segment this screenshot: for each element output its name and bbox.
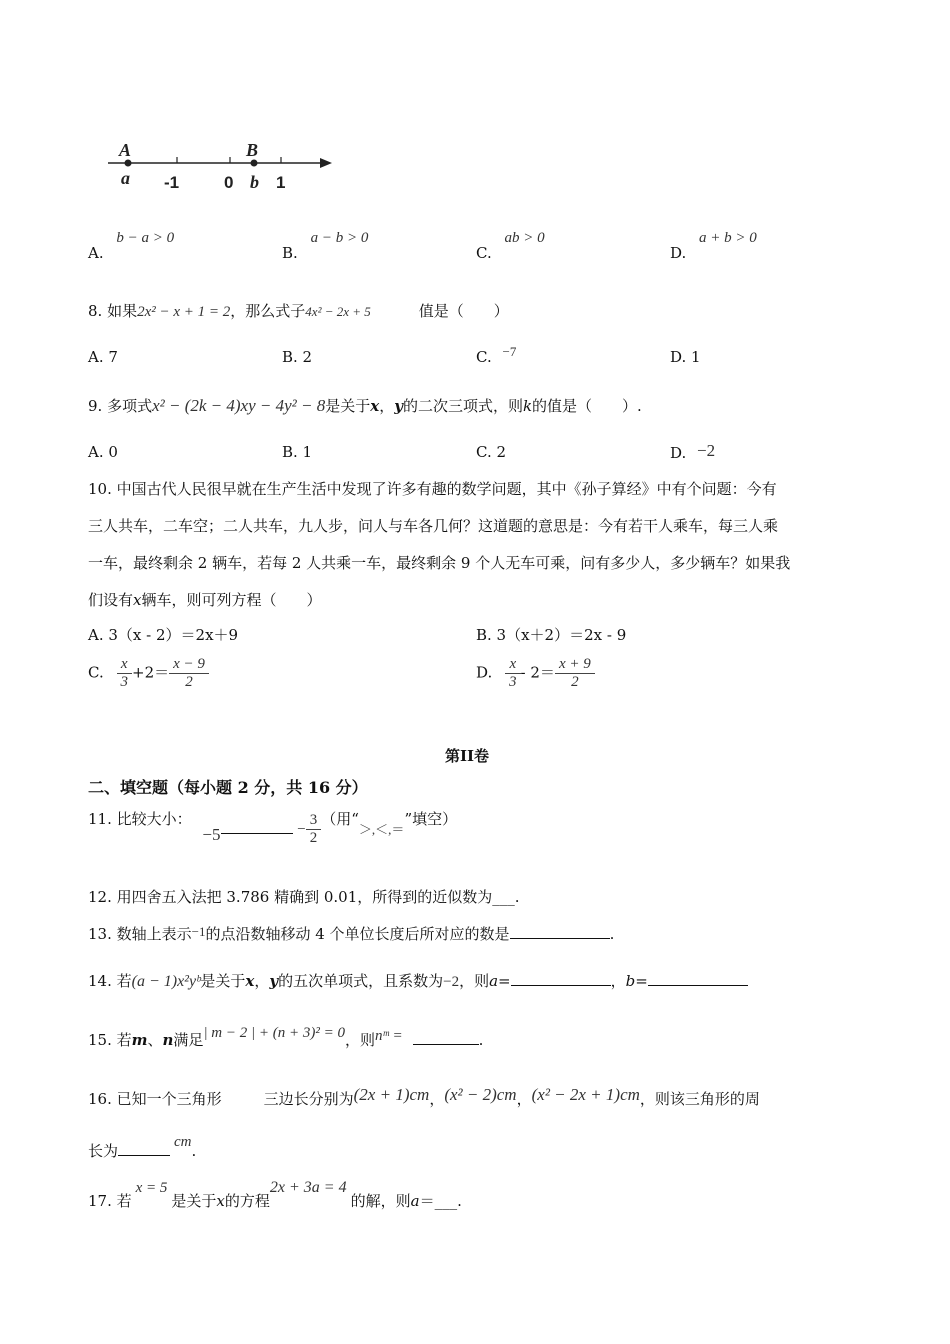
q10-d-den2: 2 [571,674,579,690]
q17-suffix: 的解，则 [350,1192,411,1210]
q14-expression: (a − 1)x²yᵇ [131,973,201,990]
q7-option-d[interactable] [670,228,757,262]
q10-option-d-frac1 [505,656,521,691]
q14-var-a: a [489,972,499,990]
label-B: B [246,140,259,160]
q8-suffix: 值是（ ） [418,302,509,320]
q15-expression: | m − 2 | + (n + 3)² = 0 [203,1025,345,1041]
q9-option-d[interactable] [670,443,715,463]
q14-mid1: 是关于 [200,972,246,990]
q7-option-c-label: C. [476,244,492,262]
q10-d-den1: 3 [509,674,517,690]
q10-c-num1: x [117,656,133,674]
q10-option-a[interactable]: A. 3（x - 2）＝2x＋9 [88,626,239,644]
q7-option-a[interactable] [88,228,175,262]
q10-option-c-frac1 [117,656,133,691]
q14-coefficient: −2 [443,974,460,990]
q9-option-c[interactable]: C. 2 [476,443,507,461]
q10-line-4 [88,589,322,610]
question-16 [88,1085,760,1109]
q16-c2: ， [516,1090,532,1108]
q10-line-1: 10. 中国古代人民很早就在生产生活中发现了许多有趣的数学问题，其中《孙子算经》中有个问题：今有 [88,480,777,498]
number-line-figure [100,138,340,196]
q9-option-d-value: −2 [697,441,716,460]
q8-option-a[interactable]: A. 7 [88,348,118,366]
q14-blank-a[interactable] [511,971,611,986]
label-A: A [119,140,132,160]
q9-prefix: 9. 多项式 [88,397,153,415]
q17-end: ＝___. [419,1192,462,1210]
q10-c-den2: 2 [185,674,193,690]
q15-var-n: n [162,1031,174,1049]
q8-expression: 4x² − 2x + 5 [305,304,371,319]
q8-mid: ，那么式子 [230,302,306,320]
q11-hint-a: （用“ [321,809,359,828]
question-8 [88,300,509,321]
label-neg1: -1 [164,173,180,192]
q16-suffix: ，则该三角形的周 [639,1090,760,1108]
q7-option-c-expr: ab > 0 [504,230,545,246]
q17-mid: 是关于 [171,1192,217,1210]
question-17 [88,1179,462,1211]
q10-option-c-label: C. [88,663,104,682]
q7-option-a-label: A. [88,244,104,262]
q14-blank-b[interactable] [648,971,748,986]
q9-option-a[interactable]: A. 0 [88,443,118,461]
q7-option-a-expr: b − a > 0 [116,230,175,246]
q16-line2-a: 长为 [88,1142,119,1160]
q10-var-x: x [133,591,142,609]
q17-var-a: a [410,1192,420,1210]
q10-option-d-mid: - 2＝ [520,663,555,682]
q17-prefix: 17. 若 [88,1192,132,1210]
q15-dun: 、 [147,1031,163,1049]
q9-option-d-label: D. [670,444,687,462]
q15-end: . [478,1031,484,1049]
q16-side2: (x² − 2)cm [444,1085,517,1104]
section-heading: 二、填空题（每小题 2 分，共 16 分） [88,778,368,797]
q8-option-c-value: −7 [502,344,517,359]
q10-line-3: 一车，最终剩余 2 辆车，若每 2 人共乘一车，最终剩余 9 个人无车可乘，问有多少人，多少辆车？如果我 [88,554,791,572]
question-16-line2 [88,1134,197,1161]
q17-equation: 2x + 3a = 4 [269,1179,347,1196]
q10-d-num2: x + 9 [555,656,595,674]
q7-option-b-expr: a − b > 0 [310,230,369,246]
q8-option-b[interactable]: B. 2 [282,348,313,366]
q13-value: −1 [191,924,206,939]
label-1: 1 [276,173,286,192]
q14-sep: ， [610,972,626,990]
q11-hint-symbols: ＞,＜,＝ [358,821,405,837]
q11-neg-sign: − [297,821,306,838]
question-14 [88,970,748,991]
question-15 [88,1025,484,1050]
q9-expression: x² − (2k − 4)xy − 4y² − 8 [152,396,326,415]
q13-end: . [609,925,615,943]
q11-hint-b: ”填空） [404,809,458,828]
q10-line-4-a: 们设有 [88,591,134,609]
label-b: b [250,172,259,192]
q9-option-b[interactable]: B. 1 [282,443,313,461]
q8-option-c[interactable] [476,344,517,366]
q7-option-d-expr: a + b > 0 [699,230,757,246]
q8-option-c-label: C. [476,348,492,366]
q15-blank[interactable] [413,1030,479,1045]
q10-option-d-frac2 [555,656,595,691]
question-11 [88,809,458,847]
question-9 [88,395,642,416]
q7-option-b[interactable] [282,228,369,262]
q17-condition: x = 5 [135,1180,168,1196]
q14-comma: ， [254,972,270,990]
q9-mid2: 的二次三项式，则 [402,397,523,415]
q13-prefix: 13. 数轴上表示 [88,925,192,943]
q16-c1: ， [429,1090,445,1108]
q17-var-x: x [216,1192,225,1210]
question-12: 12. 用四舍五入法把 3.786 精确到 0.01，所得到的近似数为___. [88,888,520,906]
q16-end: . [191,1142,197,1160]
q16-prefix: 16. 已知一个三角形 [88,1090,222,1108]
q8-prefix: 8. 如果 [88,302,138,320]
q11-blank[interactable] [221,819,293,834]
q10-line-2: 三人共车，二车空；二人共车，九人步，问人与车各几何？这道题的意思是：今有若干人乘车，每三人乘 [88,517,779,535]
q7-option-c[interactable] [476,228,545,262]
q10-c-num2: x − 9 [169,656,209,674]
q16-side1: (2x + 1)cm [353,1085,430,1104]
q10-line-4-b: 辆车，则可列方程（ ） [141,591,322,609]
label-0: 0 [224,173,234,192]
q13-blank[interactable] [510,924,610,939]
volume-title: 第II卷 [445,747,490,765]
q7-option-b-label: B. [282,244,298,262]
q14-var-x: x [245,972,255,990]
q14-mid3: ，则 [459,972,490,990]
q14-eq2: = [635,972,648,990]
number-line-arrow [320,158,332,168]
q13-suffix: 的点沿数轴移动 4 个单位长度后所对应的数是 [205,925,510,943]
q10-option-d-label: D. [476,663,493,682]
q10-option-c[interactable] [88,656,209,691]
label-a: a [121,168,130,188]
q14-var-y: y [269,972,279,990]
q11-prefix: 11. 比较大小： [88,809,192,828]
q10-option-c-frac2 [169,656,209,691]
q11-frac-num: 3 [306,812,322,830]
q14-eq1: = [498,972,511,990]
q9-suffix: 的值是（ ）. [532,397,642,415]
q15-mid: 满足 [173,1031,204,1049]
q17-mid2: 的方程 [224,1192,270,1210]
q14-mid2: 的五次单项式，且系数为 [278,972,444,990]
q10-option-c-mid: +2＝ [132,663,170,682]
q16-unit: cm [174,1134,192,1150]
point-b-dot [251,160,258,167]
q10-c-den1: 3 [120,674,128,690]
q9-var-y: y [394,397,403,415]
q9-var-x: x [370,397,380,415]
q10-option-b[interactable]: B. 3（x＋2）＝2x - 9 [476,626,627,644]
q16-blank[interactable] [118,1141,170,1156]
point-a-dot [125,160,132,167]
q15-mid2: ，则 [345,1031,376,1049]
q15-expression2: nᵐ = [375,1028,403,1044]
q16-side3: (x² − 2x + 1)cm [531,1085,640,1104]
question-13 [88,923,614,944]
q10-d-num1: x [505,656,521,674]
q11-left-value: −5 [202,824,221,844]
q9-comma: ， [379,397,395,415]
q10-option-d[interactable] [476,656,595,691]
q11-frac-den: 2 [309,830,318,846]
q15-var-m: m [131,1031,148,1049]
q14-prefix: 14. 若 [88,972,132,990]
q8-option-d[interactable]: D. 1 [670,348,701,366]
q11-fraction [306,812,322,847]
q16-mid: 三边长分别为 [263,1090,354,1108]
q14-var-b: b [625,972,636,990]
q9-mid1: 是关于 [325,397,371,415]
q8-equation: 2x² − x + 1 = 2 [137,304,231,320]
q7-option-d-label: D. [670,244,687,262]
q9-var-k: k [522,397,533,415]
q15-prefix: 15. 若 [88,1031,132,1049]
